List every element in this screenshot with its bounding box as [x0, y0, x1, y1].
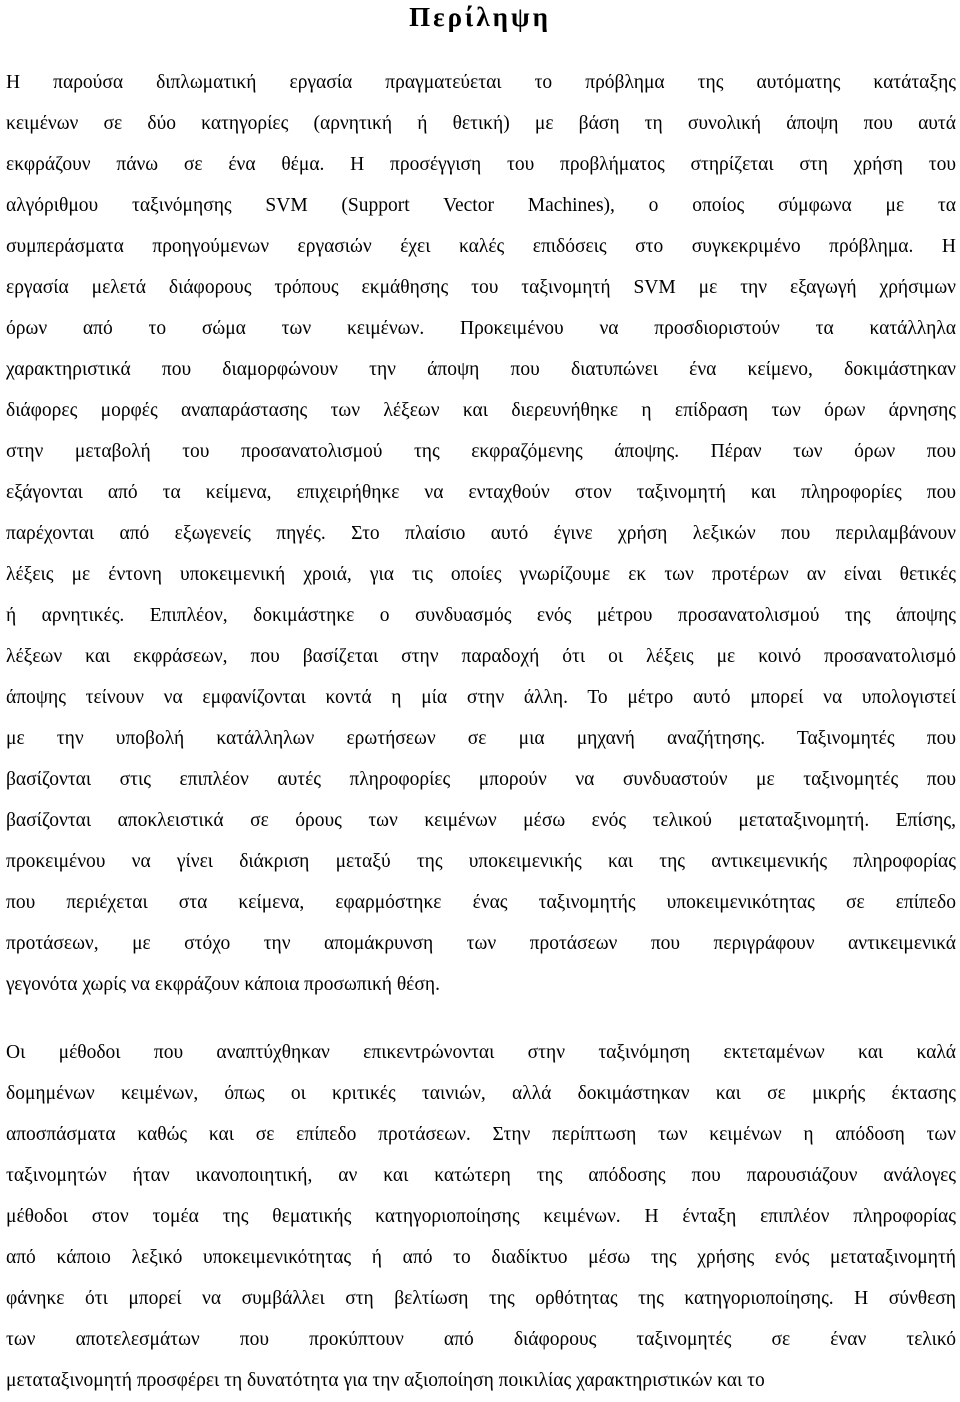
- text-line: κειμένων σε δύο κατηγορίες (αρνητική ή θετική) με βάση τη συνολική άποψη που αυτά: [6, 113, 956, 134]
- text-line: Η παρούσα διπλωματική εργασία πραγματεύεται το πρόβλημα της αυτόματης κατάταξης: [6, 72, 956, 93]
- text-line: δομημένων κειμένων, όπως οι κριτικές ταινιών, αλλά δοκιμάστηκαν και σε μικρής έκτασης: [6, 1083, 956, 1104]
- text-line: ταξινομητών ήταν ικανοποιητική, αν και κατώτερη της απόδοσης που παρουσιάζουν ανάλογες: [6, 1165, 956, 1186]
- text-line: προτάσεων, με στόχο την απομάκρυνση των προτάσεων που περιγράφουν αντικειμενικά: [6, 933, 956, 954]
- paragraph-2: [6, 1032, 956, 1401]
- text-line: στην μεταβολή του προσανατολισμού της εκφραζόμενης άποψης. Πέραν των όρων που: [6, 441, 956, 462]
- text-line: παρέχονται από εξωγενείς πηγές. Στο πλαίσιο αυτό έγινε χρήση λεξικών που περιλαμβάνουν: [6, 523, 956, 544]
- text-line: που περιέχεται στα κείμενα, εφαρμόστηκε ένας ταξινομητής υποκειμενικότητας σε επίπεδο: [6, 892, 956, 913]
- text-line: μεταταξινομητή προσφέρει τη δυνατότητα για την αξιοποίηση ποικιλίας χαρακτηριστικών και το: [6, 1370, 765, 1391]
- text-line: Οι μέθοδοι που αναπτύχθηκαν επικεντρώνονται στην ταξινόμηση εκτεταμένων και καλά: [6, 1042, 956, 1063]
- text-line: ή αρνητικές. Επιπλέον, δοκιμάστηκε ο συνδυασμός ενός μέτρου προσανατολισμού της άποψης: [6, 605, 956, 626]
- text-line: από κάποιο λεξικό υποκειμενικότητας ή από το διαδίκτυο μέσω της χρήσης ενός μεταταξινομητή: [6, 1247, 956, 1268]
- text-line: φάνηκε ότι μπορεί να συμβάλλει στη βελτίωση της ορθότητας της κατηγοριοποίησης. Η σύνθεση: [6, 1288, 956, 1309]
- text-line: όρων από το σώμα των κειμένων. Προκειμένου να προσδιοριστούν τα κατάλληλα: [6, 318, 956, 339]
- text-line: συμπεράσματα προηγούμενων εργασιών έχει καλές επιδόσεις στο συγκεκριμένο πρόβλημα. Η: [6, 236, 956, 257]
- text-line: με την υποβολή κατάλληλων ερωτήσεων σε μια μηχανή αναζήτησης. Ταξινομητές που: [6, 728, 956, 749]
- text-line: προκειμένου να γίνει διάκριση μεταξύ της υποκειμενικής και της αντικειμενικής πληροφορίας: [6, 851, 956, 872]
- text-line: βασίζονται αποκλειστικά σε όρους των κειμένων μέσω ενός τελικού μεταταξινομητή. Επίσης,: [6, 810, 956, 831]
- text-line: αλγόριθμου ταξινόμησης SVM (Support Vector Machines), ο οποίος σύμφωνα με τα: [6, 195, 956, 216]
- text-line: λέξεις με έντονη υποκειμενική χροιά, για τις οποίες γνωρίζουμε εκ των προτέρων αν είναι θετικές: [6, 564, 956, 585]
- text-line: διάφορες μορφές αναπαράστασης των λέξεων και διερευνήθηκε η επίδραση των όρων άρνησης: [6, 400, 956, 421]
- text-line: εργασία μελετά διάφορους τρόπους εκμάθησης του ταξινομητή SVM με την εξαγωγή χρήσιμων: [6, 277, 956, 298]
- page-title: Περίληψη: [409, 2, 551, 32]
- text-line: γεγονότα χωρίς να εκφράζουν κάποια προσωπική θέση.: [6, 974, 440, 995]
- text-line: των αποτελεσμάτων που προκύπτουν από διάφορους ταξινομητές σε έναν τελικό: [6, 1329, 956, 1350]
- text-line: βασίζονται στις επιπλέον αυτές πληροφορίες μπορούν να συνδυαστούν με ταξινομητές που: [6, 769, 956, 790]
- paragraph-1: [6, 62, 956, 1005]
- text-line: λέξεων και εκφράσεων, που βασίζεται στην παραδοχή ότι οι λέξεις με κοινό προσανατολισμό: [6, 646, 956, 667]
- text-line: άποψης τείνουν να εμφανίζονται κοντά η μία στην άλλη. Το μέτρο αυτό μπορεί να υπολογιστεί: [6, 687, 956, 708]
- text-line: εκφράζουν πάνω σε ένα θέμα. Η προσέγγιση του προβλήματος στηρίζεται στη χρήση του: [6, 154, 956, 175]
- text-line: μέθοδοι στον τομέα της θεματικής κατηγοριοποίησης κειμένων. Η ένταξη επιπλέον πληροφορίας: [6, 1206, 956, 1227]
- text-line: αποσπάσματα καθώς και σε επίπεδο προτάσεων. Στην περίπτωση των κειμένων η απόδοση των: [6, 1124, 956, 1145]
- text-line: χαρακτηριστικά που διαμορφώνουν την άποψη που διατυπώνει ένα κείμενο, δοκιμάστηκαν: [6, 359, 956, 380]
- text-line: εξάγονται από τα κείμενα, επιχειρήθηκε να ενταχθούν στον ταξινομητή και πληροφορίες που: [6, 482, 956, 503]
